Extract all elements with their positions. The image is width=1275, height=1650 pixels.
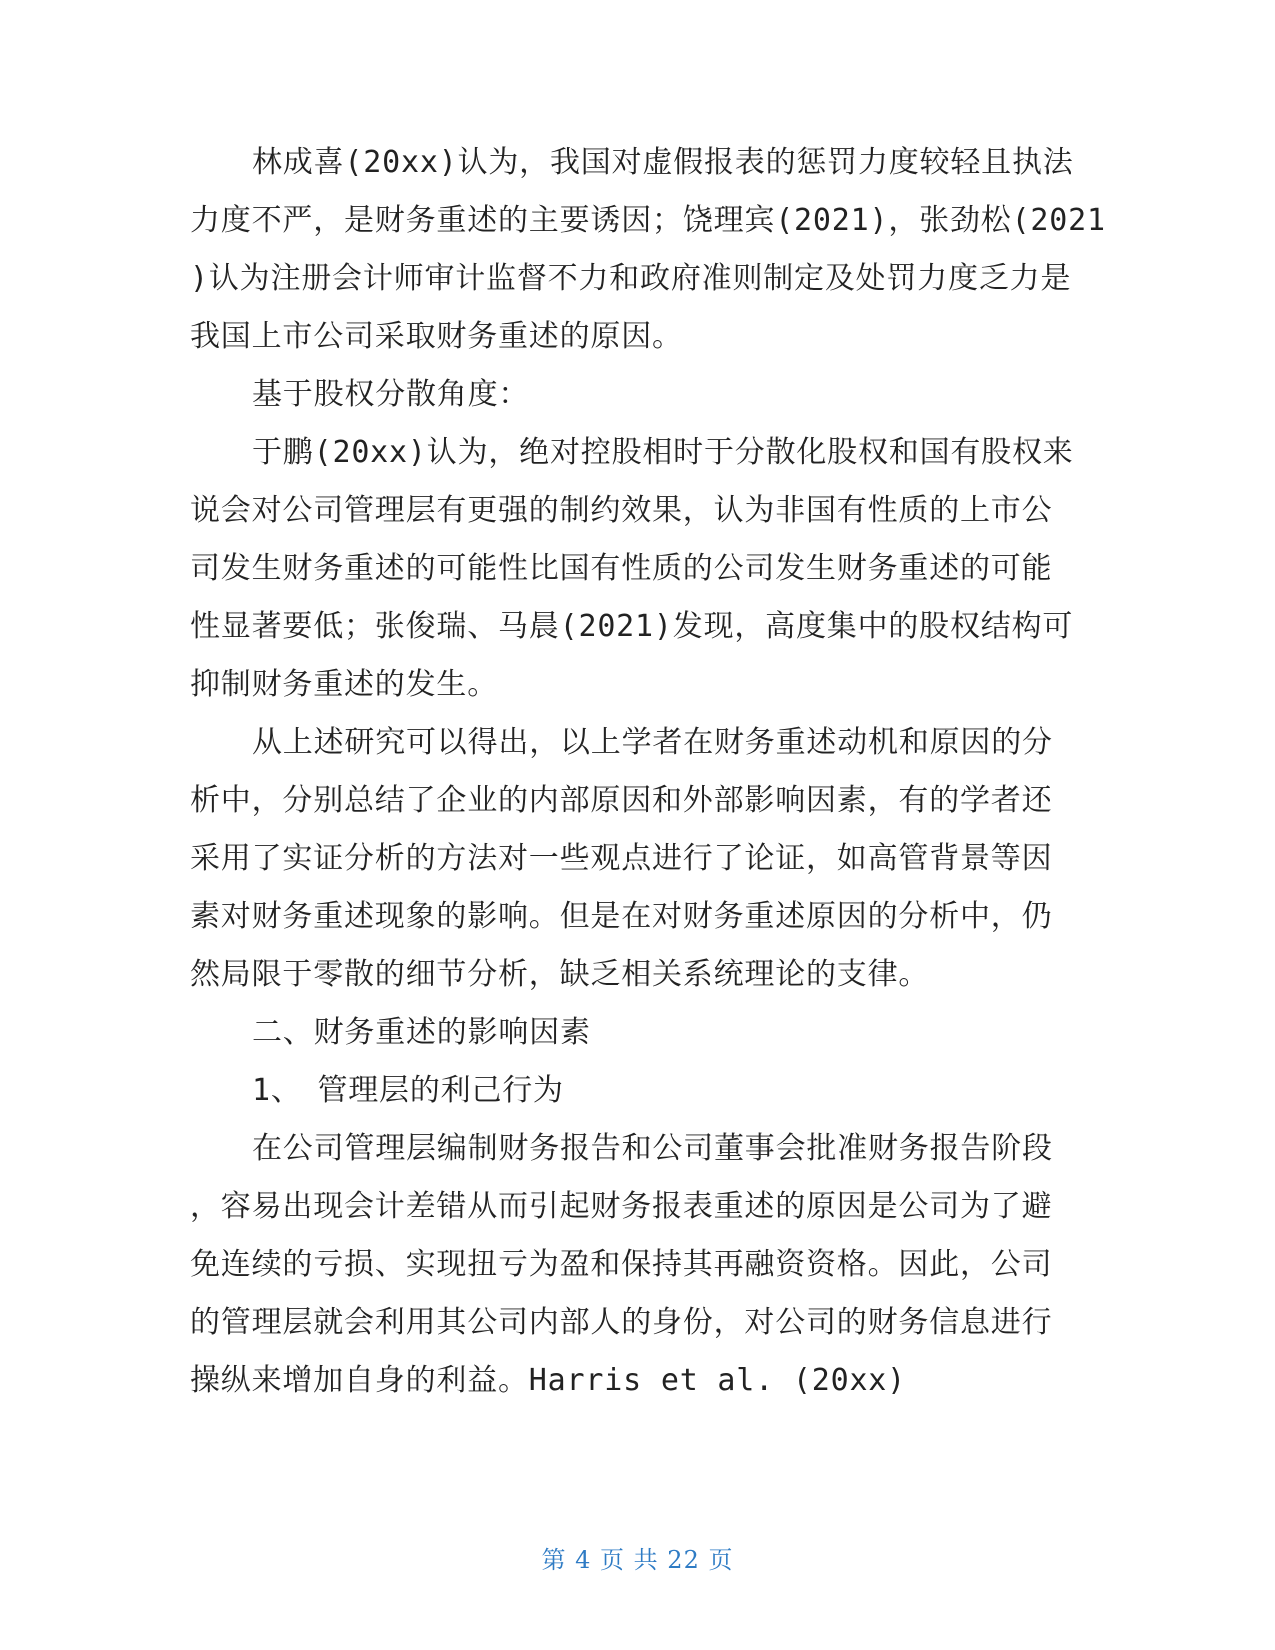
paragraph-line: ，容易出现会计差错从而引起财务报表重述的原因是公司为了避 [190,1189,1053,1224]
paragraph-line: 说会对公司管理层有更强的制约效果，认为非国有性质的上市公 [190,493,1053,528]
paragraph-line: 免连续的亏损、实现扭亏为盈和保持其再融资资格。因此，公司 [190,1247,1053,1282]
section-subheading: 基于股权分散角度： [252,377,530,412]
subsection-heading: 1、 管理层的利己行为 [252,1073,564,1108]
paragraph-line: )认为注册会计师审计监督不力和政府准则制定及处罚力度乏力是 [190,261,1072,296]
paragraph-line: 在公司管理层编制财务报告和公司董事会批准财务报告阶段 [252,1131,1053,1166]
section-heading: 二、财务重述的影响因素 [252,1015,591,1050]
paragraph-line: 操纵来增加自身的利益。Harris et al. (20xx) [190,1363,907,1398]
paragraph-line: 然局限于零散的细节分析，缺乏相关系统理论的支律。 [190,957,930,992]
paragraph-line: 林成喜(20xx)认为，我国对虚假报表的惩罚力度较轻且执法 [252,145,1074,180]
paragraph-line: 素对财务重述现象的影响。但是在对财务重述原因的分析中，仍 [190,899,1053,934]
paragraph-line: 采用了实证分析的方法对一些观点进行了论证，如高管背景等因 [190,841,1053,876]
paragraph-line: 从上述研究可以得出，以上学者在财务重述动机和原因的分 [252,725,1053,760]
paragraph-line: 司发生财务重述的可能性比国有性质的公司发生财务重述的可能 [190,551,1053,586]
paragraph-line: 于鹏(20xx)认为，绝对控股相时于分散化股权和国有股权来 [252,435,1074,470]
paragraph-line: 抑制财务重述的发生。 [190,667,498,702]
paragraph-line: 的管理层就会利用其公司内部人的身份，对公司的财务信息进行 [190,1305,1053,1340]
paragraph-line: 析中，分别总结了企业的内部原因和外部影响因素，有的学者还 [190,783,1053,818]
paragraph-line: 性显著要低；张俊瑞、马晨(2021)发现，高度集中的股权结构可 [190,609,1074,644]
page-number-footer: 第 4 页 共 22 页 [541,1546,734,1574]
paragraph-line: 力度不严，是财务重述的主要诱因；饶理宾(2021)，张劲松(2021 [190,203,1106,238]
paragraph-line: 我国上市公司采取财务重述的原因。 [190,319,683,354]
